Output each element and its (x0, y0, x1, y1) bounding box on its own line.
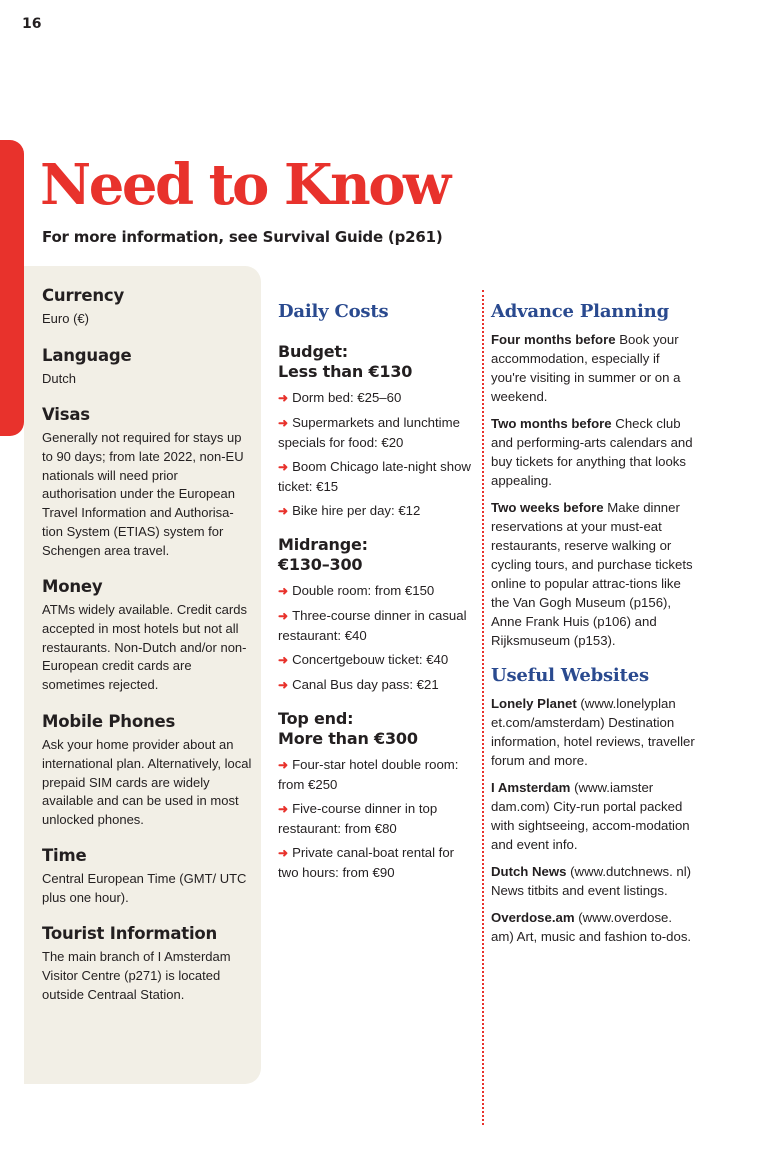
cost-tier-top-end (278, 709, 478, 882)
planning-lead: Four months before (491, 332, 616, 347)
sidebar-heading: Tourist Information (42, 924, 218, 943)
planning-lead: Two months before (491, 416, 612, 431)
column-divider (482, 290, 484, 1125)
cost-item (278, 501, 478, 521)
website-text: (www.dutchnews. nl) News titbits and event listings. (491, 864, 692, 898)
sidebar-section-visas (42, 404, 252, 561)
sidebar-section-language (42, 345, 252, 389)
page-subtitle: For more information, see Survival Guide (p261) (42, 228, 443, 246)
cost-item-text: Boom Chicago late-night show ticket: €15 (278, 459, 471, 494)
red-arrow-icon: ➜ (278, 678, 289, 692)
red-arrow-icon: ➜ (278, 416, 289, 430)
cost-item (278, 413, 478, 452)
page-number: 16 (22, 16, 42, 32)
planning-lead: Two weeks before (491, 500, 604, 515)
sidebar-section-currency (42, 285, 252, 329)
red-side-tab (0, 140, 24, 436)
cost-item-text: Five-course dinner in top restaurant: from €80 (278, 801, 438, 836)
cost-item (278, 457, 478, 496)
sidebar-text: Ask your home provider about an international plan. Alternatively, local prepaid SIM cards are widely available and can be used in most unlocked phones. (42, 737, 252, 828)
website-name: Overdose.am (491, 910, 575, 925)
cost-item (278, 755, 478, 794)
sidebar-heading: Currency (42, 286, 125, 305)
planning-column (491, 300, 696, 946)
cost-item-text: Four-star hotel double room: from €250 (278, 757, 459, 792)
website-item (491, 908, 696, 946)
cost-item-text: Double room: from €150 (292, 583, 435, 598)
red-arrow-icon: ➜ (278, 758, 289, 772)
red-arrow-icon: ➜ (278, 609, 289, 623)
sidebar-text: Generally not required for stays up to 90 days; from late 2022, non-EU nationals will need prior authorisation under the European Travel Information and Authorisa-tion System (ETIAS) system for Schengen area travel. (42, 430, 244, 558)
sidebar-heading: Visas (42, 405, 90, 424)
cost-item (278, 606, 478, 645)
cost-item (278, 650, 478, 670)
sidebar-text: The main branch of I Amsterdam Visitor Centre (p271) is located outside Centraal Station. (42, 949, 231, 1002)
tier-label-line: Midrange: (278, 535, 368, 554)
red-arrow-icon: ➜ (278, 846, 289, 860)
website-item (491, 778, 696, 854)
tier-label (278, 342, 478, 382)
tier-label (278, 709, 478, 749)
tier-label-line: Top end: (278, 709, 354, 728)
sidebar-text: ATMs widely available. Credit cards accepted in most hotels but not all restaurants. Non-Dutch and/or non-European credit cards are sometimes rejected. (42, 602, 247, 693)
website-item (491, 694, 696, 770)
website-text: (www.iamster dam.com) City-run portal packed with sightseeing, accom-modation and event info. (491, 780, 690, 852)
red-arrow-icon: ➜ (278, 802, 289, 816)
sidebar-section-time (42, 845, 252, 908)
page-title: Need to Know (40, 152, 449, 218)
red-arrow-icon: ➜ (278, 460, 289, 474)
cost-item-text: Concertgebouw ticket: €40 (292, 652, 449, 667)
cost-item (278, 581, 478, 601)
sidebar-section-mobile-phones (42, 711, 252, 830)
sidebar-text: Euro (€) (42, 311, 89, 326)
cost-tier-budget (278, 342, 478, 521)
cost-item-text: Supermarkets and lunchtime specials for food: €20 (278, 415, 460, 450)
sidebar-heading: Money (42, 577, 103, 596)
cost-item (278, 388, 478, 408)
planning-item (491, 414, 696, 490)
sidebar-text: Central European Time (GMT/ UTC plus one hour). (42, 871, 247, 905)
planning-item (491, 498, 696, 650)
website-text: (www.overdose. am) Art, music and fashion to-dos. (491, 910, 692, 944)
useful-websites-heading: Useful Websites (491, 665, 649, 686)
sidebar-heading: Time (42, 846, 87, 865)
sidebar-heading: Language (42, 346, 132, 365)
tier-label-line: €130–300 (278, 555, 363, 574)
advance-planning-heading: Advance Planning (491, 301, 669, 322)
website-name: Lonely Planet (491, 696, 577, 711)
sidebar-text: Dutch (42, 371, 76, 386)
website-text: (www.lonelyplan et.com/amsterdam) Destination information, hotel reviews, traveller forum and more. (491, 696, 695, 768)
cost-item-text: Private canal-boat rental for two hours: from €90 (278, 845, 455, 880)
planning-item (491, 330, 696, 406)
red-arrow-icon: ➜ (278, 653, 289, 667)
tier-label (278, 535, 478, 575)
sidebar-section-money (42, 576, 252, 695)
cost-item (278, 675, 478, 695)
tier-label-line: Less than €130 (278, 362, 413, 381)
website-name: I Amsterdam (491, 780, 571, 795)
tier-label-line: Budget: (278, 342, 348, 361)
red-arrow-icon: ➜ (278, 504, 289, 518)
red-arrow-icon: ➜ (278, 391, 289, 405)
cost-item-text: Bike hire per day: €12 (292, 503, 421, 518)
planning-text: Book your accommodation, especially if you're visiting in summer or on a weekend. (491, 332, 681, 404)
info-sidebar (24, 266, 261, 1084)
cost-item (278, 843, 478, 882)
cost-item-text: Three-course dinner in casual restaurant: €40 (278, 608, 467, 643)
sidebar-section-tourist-information (42, 923, 252, 1004)
planning-text: Make dinner reservations at your must-eat restaurants, reserve walking or cycling tours, and purchase tickets online to popular attrac-tions like the Van Gogh Museum (p156), Anne Frank Huis (p106) and Rijksmuseum (p153). (491, 500, 693, 648)
sidebar-heading: Mobile Phones (42, 712, 176, 731)
daily-costs-heading: Daily Costs (278, 301, 389, 322)
daily-costs-column (278, 300, 478, 882)
cost-item-text: Dorm bed: €25–60 (292, 390, 402, 405)
cost-item (278, 799, 478, 838)
website-name: Dutch News (491, 864, 567, 879)
red-arrow-icon: ➜ (278, 584, 289, 598)
cost-item-text: Canal Bus day pass: €21 (292, 677, 439, 692)
planning-text: Check club and performing-arts calendars and buy tickets for anything that looks appealing. (491, 416, 693, 488)
tier-label-line: More than €300 (278, 729, 418, 748)
cost-tier-midrange (278, 535, 478, 695)
website-item (491, 862, 696, 900)
